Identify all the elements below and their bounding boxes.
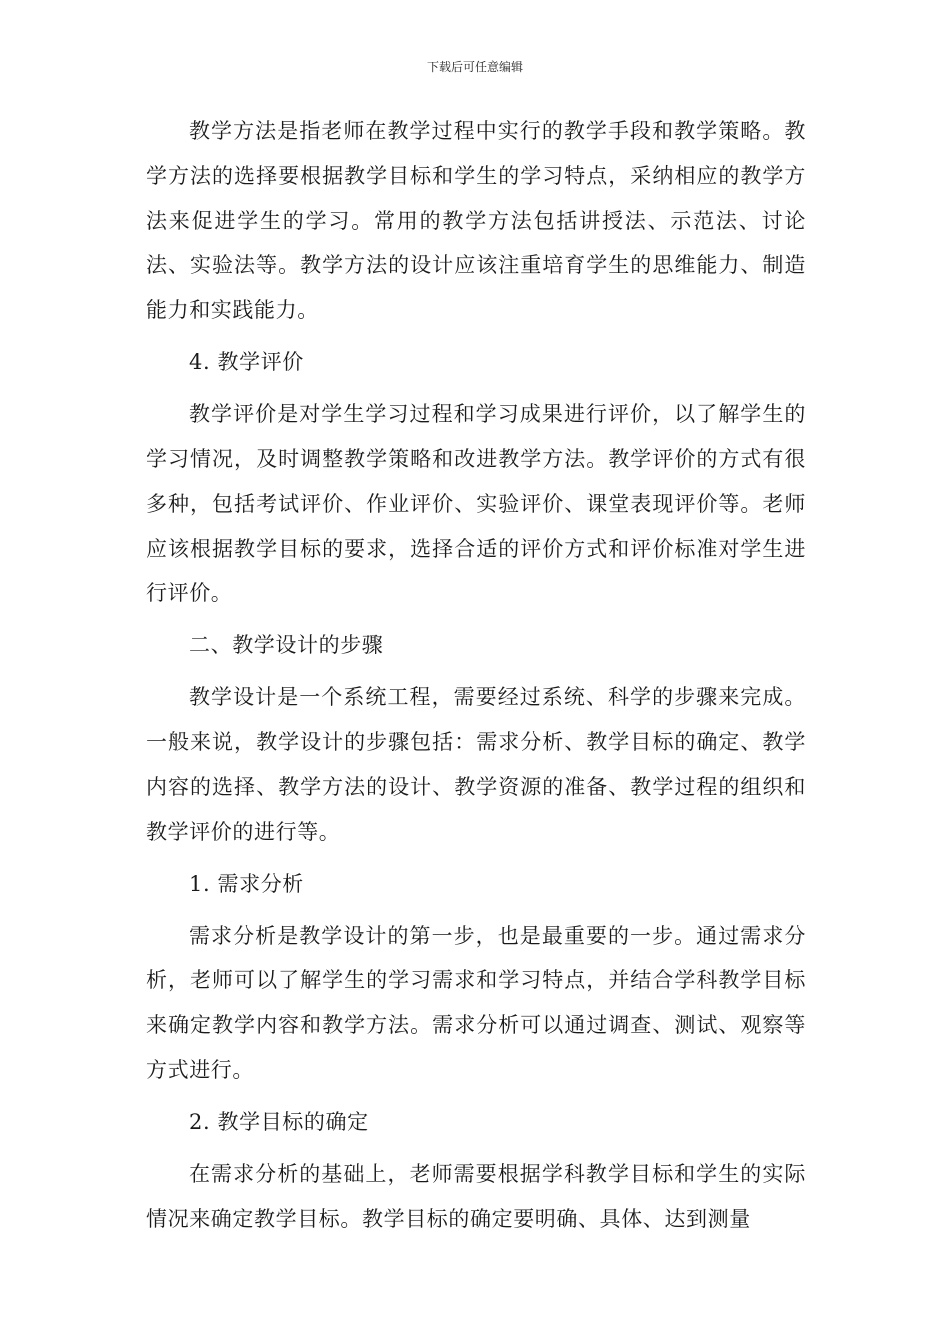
paragraph-teaching-methods: 教学方法是指老师在教学过程中实行的教学手段和教学策略。教学方法的选择要根据教学目标和学生的学习特点，采纳相应的教学方法来促进学生的学习。常用的教学方法包括讲授法、示范法、讨论法、实验法等。教学方法的设计应该注重培育学生的思维能力、制造能力和实践能力。 (146, 119, 806, 323)
paragraph-design-steps: 教学设计是一个系统工程，需要经过系统、科学的步骤来完成。一般来说，教学设计的步骤包括：需求分析、教学目标的确定、教学内容的选择、教学方法的设计、教学资源的准备、教学过程的组织和教学评价的进行等。 (146, 685, 806, 844)
section-heading-needs-analysis: 1. 需求分析 (189, 871, 304, 896)
paragraph-teaching-objectives: 在需求分析的基础上，老师需要根据学科教学目标和学生的实际情况来确定教学目标。教学目标的确定要明确、具体、达到测量 (146, 1162, 806, 1231)
paragraph-teaching-evaluation: 教学评价是对学生学习过程和学习成果进行评价，以了解学生的学习情况，及时调整教学策略和改进教学方法。教学评价的方式有很多种，包括考试评价、作业评价、实验评价、课堂表现评价等。老师应该根据教学目标的要求，选择合适的评价方式和评价标准对学生进行评价。 (146, 402, 806, 606)
section-heading-teaching-evaluation: 4. 教学评价 (189, 350, 304, 375)
paragraph-needs-analysis: 需求分析是教学设计的第一步，也是最重要的一步。通过需求分析，老师可以了解学生的学习需求和学习特点，并结合学科教学目标来确定教学内容和教学方法。需求分析可以通过调查、测试、观察等方式进行。 (146, 923, 806, 1083)
page-header: 下载后可任意编辑 (426, 60, 523, 74)
section-heading-teaching-objectives: 2. 教学目标的确定 (189, 1110, 369, 1135)
section-heading-design-steps: 二、教学设计的步骤 (189, 633, 384, 658)
document-body (146, 109, 806, 1249)
